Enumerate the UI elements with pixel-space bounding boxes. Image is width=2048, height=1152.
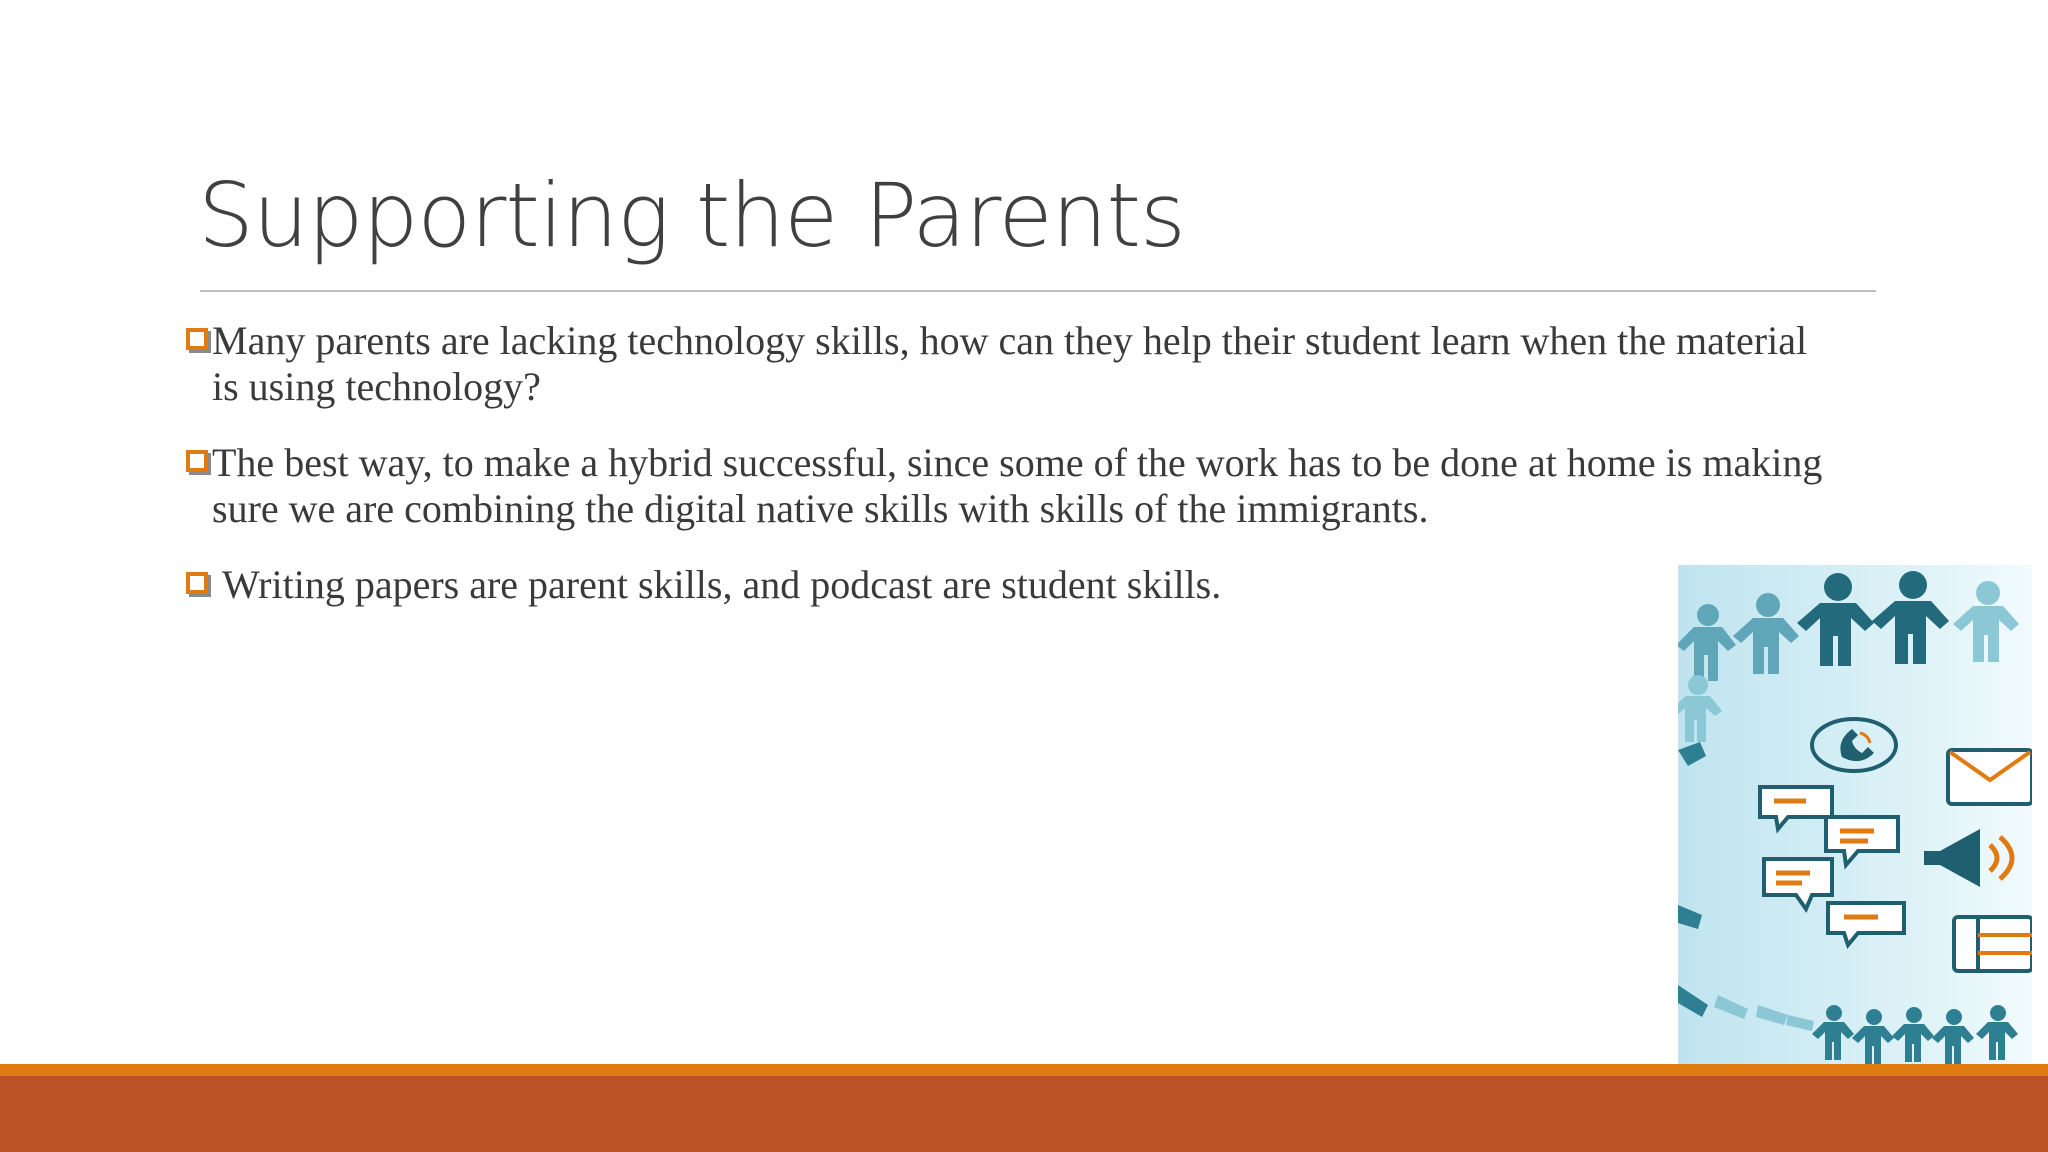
footer-bar bbox=[0, 1076, 2048, 1152]
bullet-list bbox=[186, 318, 1826, 638]
checkbox-bullet-icon bbox=[186, 328, 208, 350]
title-divider bbox=[200, 290, 1876, 292]
community-communication-icon bbox=[1678, 565, 2032, 1077]
bullet-item bbox=[186, 562, 1826, 608]
footer-accent-stripe bbox=[0, 1064, 2048, 1076]
slide-title: Supporting the Parents bbox=[198, 164, 1185, 267]
bullet-text: Writing papers are parent skills, and podcast are student skills. bbox=[222, 562, 1222, 607]
checkbox-bullet-icon bbox=[186, 450, 208, 472]
checkbox-bullet-icon bbox=[186, 572, 208, 594]
bullet-item bbox=[186, 318, 1826, 410]
bullet-text: Many parents are lacking technology skills, how can they help their student learn when the material is using technology? bbox=[212, 318, 1808, 409]
bullet-item bbox=[186, 440, 1826, 532]
bullet-text: The best way, to make a hybrid successful, since some of the work has to be done at home is making sure we are combining the digital native skills with skills of the immigrants. bbox=[212, 440, 1823, 531]
